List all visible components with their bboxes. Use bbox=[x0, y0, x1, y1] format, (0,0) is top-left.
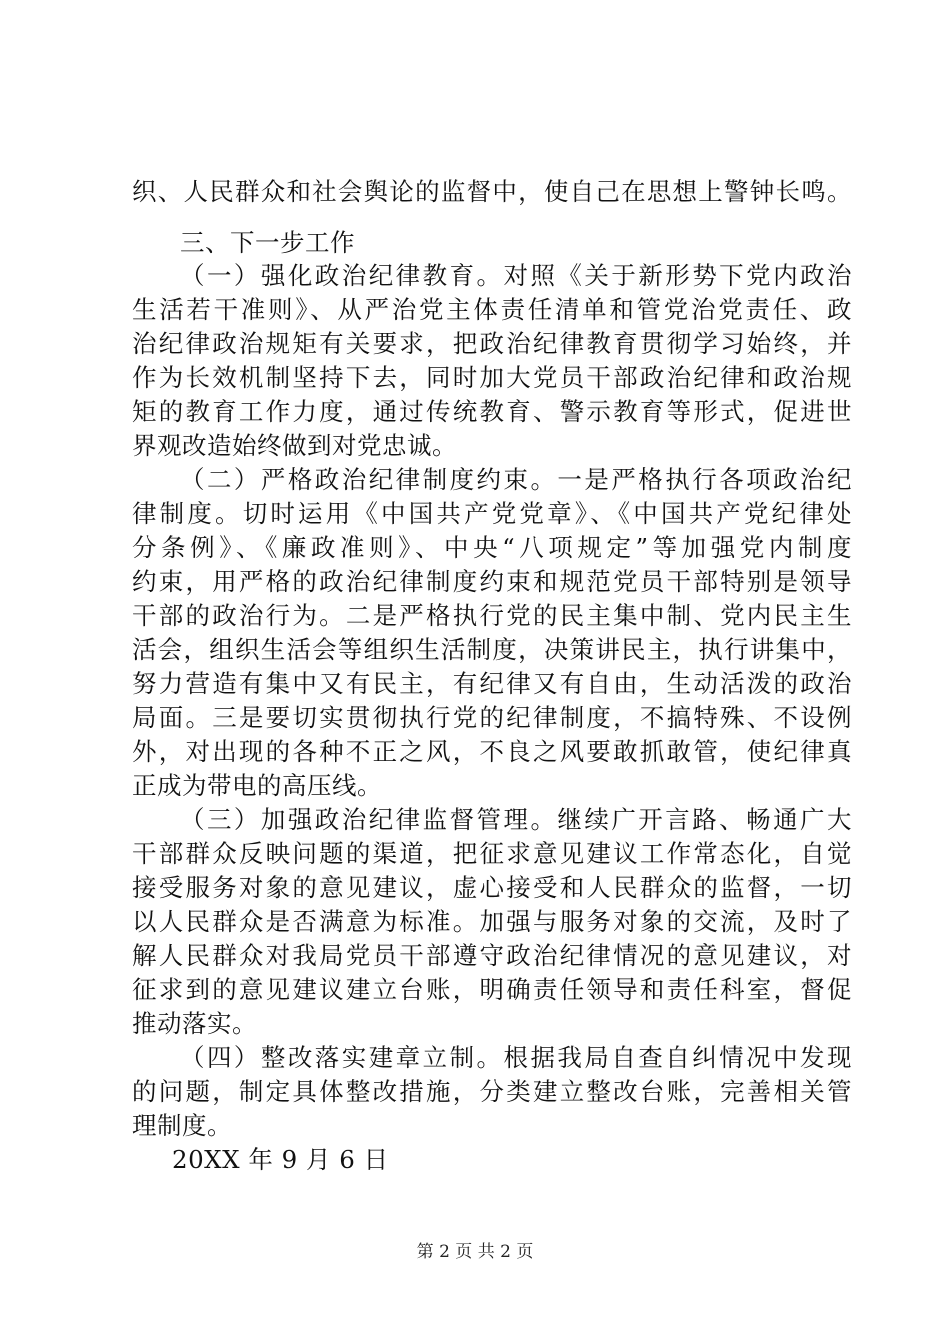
paragraph-line: 以人民群众是否满意为标准。加强与服务对象的交流，及时了 bbox=[132, 907, 852, 936]
paragraph-line: 接受服务对象的意见建议，虚心接受和人民群众的监督，一切 bbox=[132, 873, 852, 902]
paragraph-line: 推动落实。 bbox=[132, 1009, 257, 1038]
paragraph-line: 局面。三是要切实贯彻执行党的纪律制度，不搞特殊、不设例 bbox=[132, 703, 852, 732]
text-line: 织、人民群众和社会舆论的监督中，使自己在思想上警钟长鸣。 bbox=[132, 177, 852, 206]
paragraph-line: 干部的政治行为。二是严格执行党的民主集中制、党内民主生 bbox=[132, 601, 852, 630]
paragraph-line: 律制度。切时运用《中国共产党党章》、《中国共产党纪律处 bbox=[132, 499, 852, 528]
document-date: 20XX 年 9 月 6 日 bbox=[172, 1145, 389, 1174]
paragraph-line: 约束，用严格的政治纪律制度约束和规范党员干部特别是领导 bbox=[132, 567, 852, 596]
page-footer: 第 2 页 共 2 页 bbox=[416, 1242, 534, 1262]
paragraph-line: 理制度。 bbox=[132, 1111, 232, 1140]
paragraph-line: 生活若干准则》、从严治党主体责任清单和管党治党责任、政 bbox=[132, 295, 852, 324]
paragraph-line: 干部群众反映问题的渠道，把征求意见建议工作常态化，自觉 bbox=[132, 839, 852, 868]
section-heading: 三、下一步工作 bbox=[180, 228, 355, 257]
paragraph-line: 矩的教育工作力度，通过传统教育、警示教育等形式，促进世 bbox=[132, 397, 852, 426]
paragraph-line: 征求到的意见建议建立台账，明确责任领导和责任科室，督促 bbox=[132, 975, 852, 1004]
paragraph-line: （二）严格政治纪律制度约束。一是严格执行各项政治纪 bbox=[180, 465, 852, 494]
paragraph-line: 分条例》、《廉政准则》、中央“八项规定”等加强党内制度 bbox=[132, 533, 852, 562]
paragraph-line: 界观改造始终做到对党忠诚。 bbox=[132, 431, 457, 460]
paragraph-line: （一）强化政治纪律教育。对照《关于新形势下党内政治 bbox=[180, 261, 852, 290]
paragraph-line: 活会，组织生活会等组织生活制度，决策讲民主，执行讲集中， bbox=[132, 635, 852, 664]
paragraph-line: 解人民群众对我局党员干部遵守政治纪律情况的意见建议，对 bbox=[132, 941, 852, 970]
paragraph-line: 努力营造有集中又有民主，有纪律又有自由，生动活泼的政治 bbox=[132, 669, 852, 698]
paragraph-line: （四）整改落实建章立制。根据我局自查自纠情况中发现 bbox=[180, 1043, 852, 1072]
paragraph-line: 正成为带电的高压线。 bbox=[132, 771, 382, 800]
paragraph-line: 作为长效机制坚持下去，同时加大党员干部政治纪律和政治规 bbox=[132, 363, 852, 392]
paragraph-line: 外，对出现的各种不正之风，不良之风要敢抓敢管，使纪律真 bbox=[132, 737, 852, 766]
paragraph-line: 治纪律政治规矩有关要求，把政治纪律教育贯彻学习始终，并 bbox=[132, 329, 852, 358]
paragraph-line: 的问题，制定具体整改措施，分类建立整改台账，完善相关管 bbox=[132, 1077, 852, 1106]
paragraph-line: （三）加强政治纪律监督管理。继续广开言路、畅通广大 bbox=[180, 805, 852, 834]
